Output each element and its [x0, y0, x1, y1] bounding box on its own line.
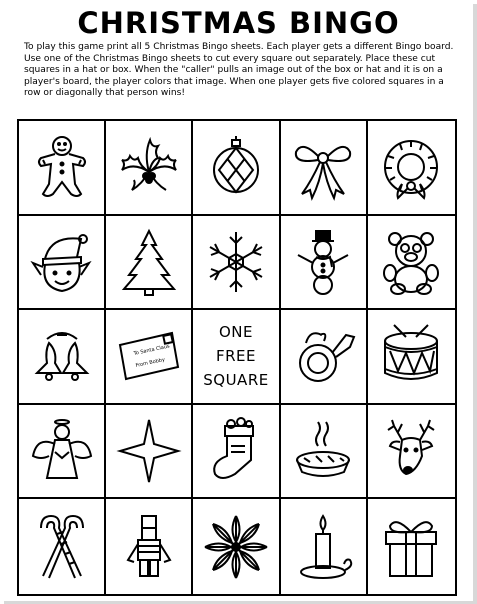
teddy-bear-icon [376, 227, 446, 297]
poinsettia-icon [201, 512, 271, 582]
reindeer-icon [376, 416, 446, 486]
french-horn-icon [288, 321, 358, 391]
stocking-icon [201, 416, 271, 486]
bingo-cell-gift [368, 499, 455, 594]
bingo-cell-star [106, 405, 193, 500]
bingo-cell-letter [106, 310, 193, 405]
bingo-cell-pie [281, 405, 368, 500]
holly-icon [114, 132, 184, 202]
christmas-tree-icon [114, 227, 184, 297]
envelope-from-text: From Bobby [134, 357, 166, 370]
bingo-board [17, 119, 457, 596]
bingo-cell-poinsettia [193, 499, 280, 594]
nutcracker-icon [114, 512, 184, 582]
bingo-cell-stocking [193, 405, 280, 500]
wreath-icon [376, 132, 446, 202]
instructions-text: To play this game print all 5 Christmas Bingo sheets. Each player gets a different Bingo board. Use one of the Christmas Bingo sheets to cut every square out separately. Place these cut squares in a hat or box. When the "caller" pulls an image out of the box or hat and it is on a player's board, the player colors that image. When one player gets five colored squares in a row or diagonally that person wins! [24, 42, 454, 99]
page-shadow-right [473, 4, 477, 602]
bingo-cell-snowflake [193, 216, 280, 311]
bingo-cell-bells [19, 310, 106, 405]
candle-icon [288, 512, 358, 582]
ornament-icon [201, 132, 271, 202]
snowflake-icon [201, 227, 271, 297]
elf-icon [27, 227, 97, 297]
free-square-line-2: FREE [215, 347, 256, 366]
bingo-cell-candle [281, 499, 368, 594]
bow-icon [288, 132, 358, 202]
free-square-line-3: SQUARE [203, 371, 269, 390]
letter-to-santa-icon [114, 321, 184, 391]
bingo-cell-drum [368, 310, 455, 405]
star-icon [114, 416, 184, 486]
free-square [193, 310, 280, 405]
bingo-cell-horn [281, 310, 368, 405]
pie-icon [288, 416, 358, 486]
bingo-cell-candy-canes [19, 499, 106, 594]
angel-icon [27, 416, 97, 486]
bingo-cell-nutcracker [106, 499, 193, 594]
candy-canes-icon [27, 512, 97, 582]
page-title: CHRISTMAS BINGO [77, 6, 400, 40]
bingo-cell-ornament [193, 121, 280, 216]
bingo-cell-angel [19, 405, 106, 500]
bingo-cell-snowman [281, 216, 368, 311]
bingo-cell-teddy [368, 216, 455, 311]
bells-icon [27, 321, 97, 391]
free-square-line-1: ONE [218, 323, 253, 342]
bingo-cell-bow [281, 121, 368, 216]
envelope-to-text: To Santa Claus [132, 343, 170, 358]
bingo-cell-tree [106, 216, 193, 311]
gingerbread-man-icon [27, 132, 97, 202]
bingo-cell-elf [19, 216, 106, 311]
gift-box-icon [376, 512, 446, 582]
drum-icon [376, 321, 446, 391]
bingo-cell-gingerbread [19, 121, 106, 216]
snowman-icon [288, 227, 358, 297]
bingo-cell-holly [106, 121, 193, 216]
bingo-cell-wreath [368, 121, 455, 216]
bingo-cell-reindeer [368, 405, 455, 500]
